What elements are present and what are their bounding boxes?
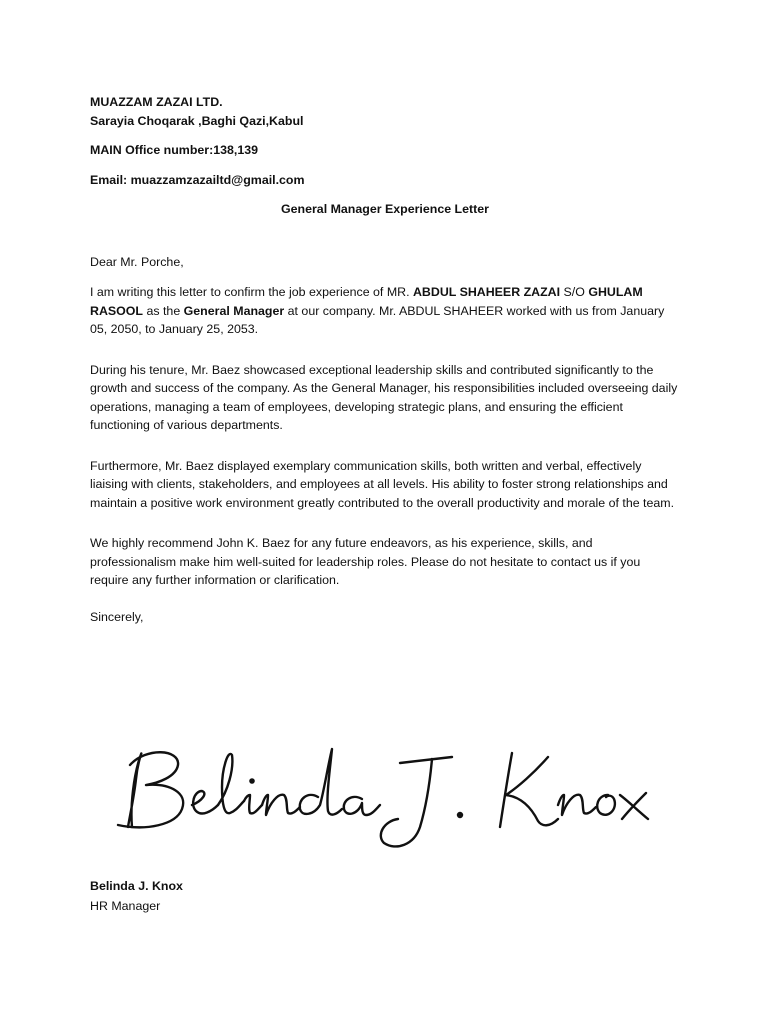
- salutation: Dear Mr. Porche,: [90, 254, 184, 269]
- company-address: Sarayia Choqarak ,Baghi Qazi,Kabul: [90, 113, 304, 128]
- signer-name: Belinda J. Knox: [90, 879, 183, 893]
- signoff-block: [90, 876, 183, 916]
- company-email: Email: muazzamzazailtd@gmail.com: [90, 172, 305, 187]
- paragraph-1: I am writing this letter to confirm the job experience of MR. ABDUL SHAHEER ZAZAI S/O GHULAM RASOOL as the General Manager at our company. Mr. ABDUL SHAHEER worked with us from January 05, 2050, to January 25, 2053.: [90, 285, 665, 336]
- company-office-number: MAIN Office number:138,139: [90, 143, 259, 157]
- closing: Sincerely,: [90, 609, 144, 624]
- letter-body: [90, 93, 680, 626]
- company-name: MUAZZAM ZAZAI LTD.: [90, 95, 223, 109]
- paragraph-4: We highly recommend John K. Baez for any future endeavors, as his experience, skills, and professionalism make him well-suited for leadership roles. Please do not hesitate to contact us if you require any further information or clarification.: [90, 536, 641, 587]
- signer-title: HR Manager: [90, 899, 161, 913]
- letter-title: General Manager Experience Letter: [281, 202, 489, 216]
- employee-name: ABDUL SHAHEER ZAZAI: [412, 285, 561, 299]
- handwritten-signature: [100, 735, 660, 860]
- job-position: General Manager: [183, 303, 285, 318]
- father-name: GHULAM RASOOL: [90, 285, 643, 318]
- paragraph-3: Furthermore, Mr. Baez displayed exemplary communication skills, both written and verbal, effectively liaising with clients, stakeholders, and employees at all levels. His ability to foster strong relationships and maintain a positive work environment greatly contributed to the overall productivity and morale of the team.: [90, 458, 675, 510]
- paragraph-2: During his tenure, Mr. Baez showcased exceptional leadership skills and contributed significantly to the growth and success of the company. As the General Manager, his responsibilities included overseeing daily operations, managing a team of employees, developing strategic plans, and ensuring the efficient functioning of various departments.: [90, 362, 678, 432]
